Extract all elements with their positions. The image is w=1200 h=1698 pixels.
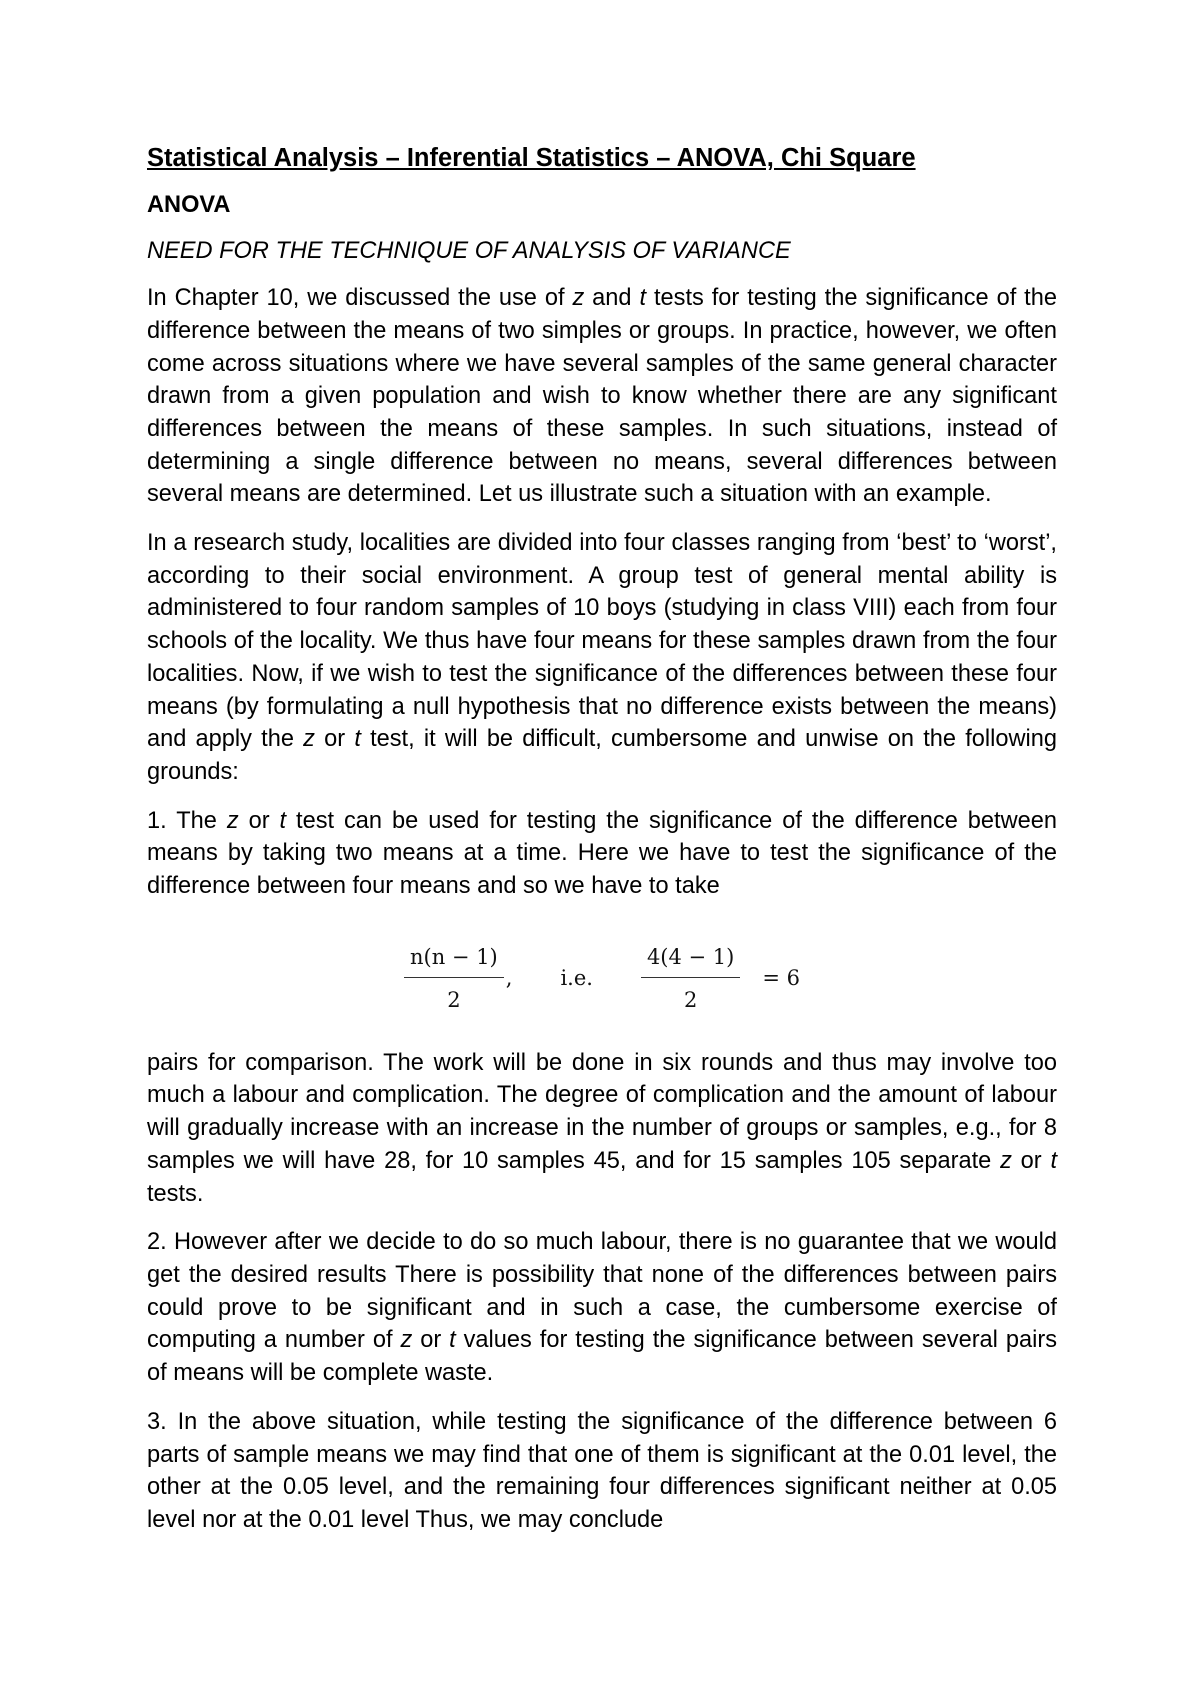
variable-t: t	[449, 1327, 456, 1354]
variable-t: t	[279, 807, 287, 834]
pairs-formula	[147, 919, 1057, 1039]
paragraph-ground-1: 1. The z or t test can be used for testing the significance of the difference between means by taking two means at a time. Here we have to test the significance of the difference between four means and so we have to take	[147, 807, 1057, 900]
formula-result: = 6	[762, 966, 800, 991]
formula-comma: ,	[505, 966, 513, 991]
paragraph-ground-2: 2. However after we decide to do so much labour, there is no guarantee that we would get the desired results There is possibility that none of the differences between pairs could prove to be significant and in such a case, the cumbersome exercise of computing a number of z or t values for testing the significance between several pairs of means will be complete waste.	[147, 1229, 1057, 1387]
variable-z: z	[1000, 1147, 1012, 1174]
fraction-general	[404, 941, 504, 1017]
formula-ie: i.e.	[560, 966, 593, 991]
paragraph-intro: In Chapter 10, we discussed the use of z and t tests for testing the significance of the difference between the means of two simples or groups. In practice, however, we often come across situations where we have several samples of the same general character drawn from a given population and wish to know whether there are any significant differences between the means of these samples. In such situations, instead of determining a single difference between no means, several differences between several means are determined. Let us illustrate such a situation with an example.	[147, 285, 1057, 508]
paragraph-pairs: pairs for comparison. The work will be done in six rounds and thus may involve too much a labour and complication. The degree of complication and the amount of labour will gradually increase with an increase in the number of groups or samples, e.g., for 8 samples we will have 28, for 10 samples 45, and for 15 samples 105 separate z or t tests.	[147, 1049, 1057, 1207]
fraction-denominator: 2	[683, 988, 698, 1013]
variable-t: t	[639, 285, 647, 312]
section-heading: ANOVA	[147, 191, 231, 218]
variable-z: z	[572, 285, 585, 312]
paragraph-example: In a research study, localities are divided into four classes ranging from ‘best’ to ‘worst’, according to their social environment. A group test of general mental ability is administered to four random samples of 10 boys (studying in class VIII) each from four schools of the locality. We thus have four means for these samples drawn from the four localities. Now, if we wish to test the significance of the differences between these four means (by formulating a null hypothesis that no difference exists between the means) and apply the z or t test, it will be difficult, cumbersome and unwise on the following grounds:	[147, 530, 1058, 785]
document-title: Statistical Analysis – Inferential Statistics – ANOVA, Chi Square	[147, 144, 916, 172]
fraction-denominator: 2	[447, 988, 461, 1013]
fraction-specific	[641, 941, 740, 1017]
document-body	[147, 142, 1057, 1553]
paragraph-ground-3: 3. In the above situation, while testing the significance of the difference between 6 parts of sample means we may find that one of them is significant at the 0.01 level, the other at the 0.05 level, and the remaining four differences significant neither at 0.05 level nor at the 0.01 level Thus, we may conclude	[147, 1408, 1057, 1533]
variable-z: z	[226, 807, 239, 834]
variable-t: t	[354, 726, 361, 753]
fraction-numerator: n(n − 1)	[404, 941, 504, 979]
variable-z: z	[303, 726, 315, 753]
variable-t: t	[1050, 1147, 1057, 1174]
fraction-numerator: 4(4 − 1)	[641, 941, 740, 979]
variable-z: z	[400, 1327, 413, 1354]
subsection-heading: NEED FOR THE TECHNIQUE OF ANALYSIS OF VARIANCE	[147, 238, 791, 265]
